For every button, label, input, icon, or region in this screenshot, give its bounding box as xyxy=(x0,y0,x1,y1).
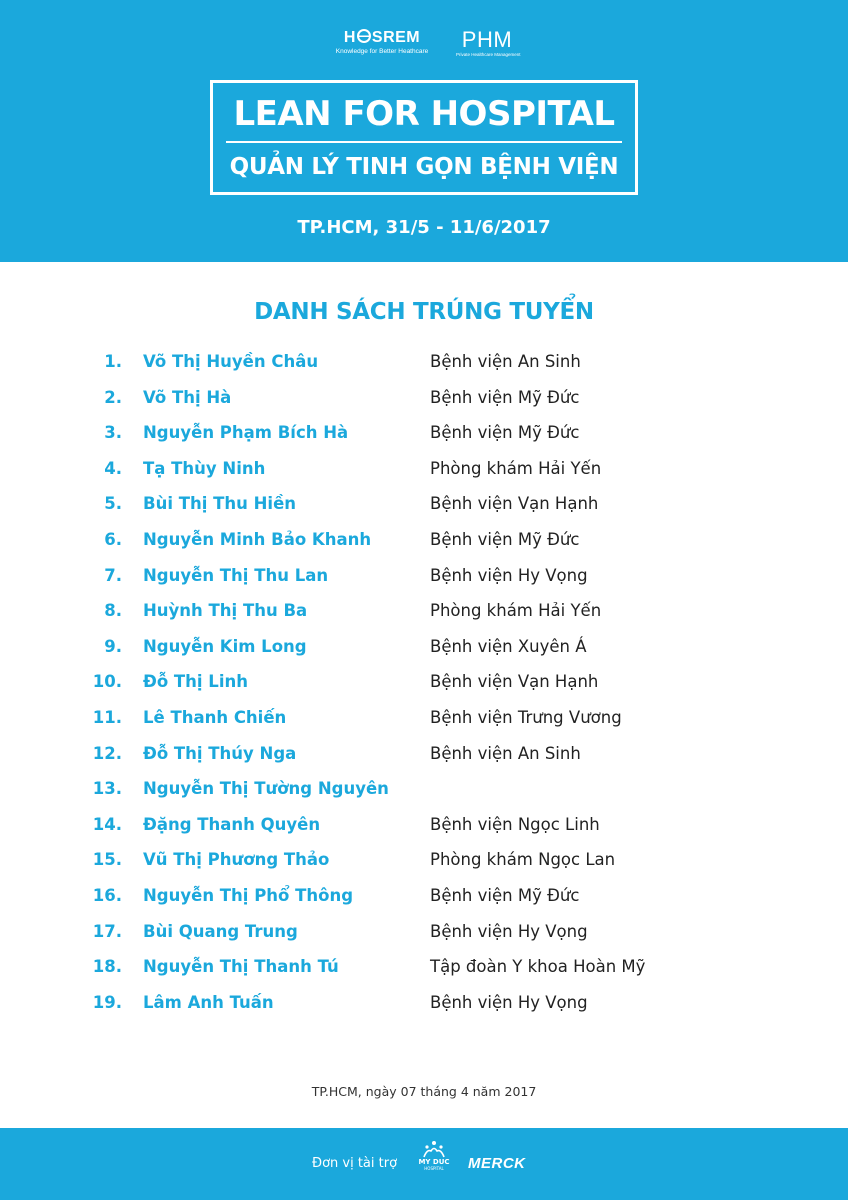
entry-number: 12. xyxy=(92,743,122,763)
list-item xyxy=(0,559,848,595)
entry-name: Lê Thanh Chiến xyxy=(143,707,287,727)
entry-organization: Phòng khám Hải Yến xyxy=(430,601,602,621)
entry-name: Võ Thị Huyền Châu xyxy=(143,352,319,371)
myduc-logo-name: MY DUC xyxy=(418,1158,450,1166)
title-box xyxy=(210,80,638,195)
entry-organization: Tập đoàn Y khoa Hoàn Mỹ xyxy=(430,957,646,977)
hosrem-logo-text-left: H xyxy=(343,29,356,46)
list-item xyxy=(0,915,848,951)
entry-name: Đỗ Thị Thúy Nga xyxy=(143,743,297,763)
entry-organization: Bệnh viện Xuyên Á xyxy=(430,636,587,656)
list-item xyxy=(0,737,848,773)
page-title: LEAN FOR HOSPITAL xyxy=(233,94,615,134)
entry-organization: Phòng khám Hải Yến xyxy=(430,458,602,478)
phm-logo xyxy=(456,27,521,58)
entry-name: Nguyễn Thị Tường Nguyên xyxy=(143,779,389,799)
signature-date: TP.HCM, ngày 07 tháng 4 năm 2017 xyxy=(311,1084,537,1099)
entry-organization: Bệnh viện An Sinh xyxy=(430,352,581,371)
entry-organization: Bệnh viện Ngọc Linh xyxy=(430,814,600,834)
hosrem-logo xyxy=(332,28,432,56)
phm-tagline: Private Healthcare Management xyxy=(456,52,521,57)
title-divider xyxy=(226,141,622,143)
list-item xyxy=(0,701,848,737)
entry-organization: Bệnh viện Hy Vọng xyxy=(430,921,588,941)
entry-number: 9. xyxy=(104,636,122,656)
globe-icon xyxy=(357,29,371,43)
list-item xyxy=(0,986,848,1022)
event-date: TP.HCM, 31/5 - 11/6/2017 xyxy=(297,217,551,238)
list-item xyxy=(0,416,848,452)
entry-number: 11. xyxy=(92,707,122,727)
entry-name: Tạ Thùy Ninh xyxy=(143,458,266,478)
list-item xyxy=(0,345,848,381)
entry-number: 13. xyxy=(92,779,122,799)
entry-name: Bùi Thị Thu Hiền xyxy=(143,494,297,514)
list-item xyxy=(0,843,848,879)
list-item xyxy=(0,665,848,701)
entry-number: 15. xyxy=(92,850,122,870)
entry-number: 3. xyxy=(104,423,122,443)
list-item xyxy=(0,594,848,630)
list-title: DANH SÁCH TRÚNG TUYỂN xyxy=(254,299,594,325)
entry-organization: Bệnh viện Hy Vọng xyxy=(430,565,588,585)
list-item xyxy=(0,452,848,488)
list-item xyxy=(0,523,848,559)
entry-number: 14. xyxy=(92,814,122,834)
list-item xyxy=(0,381,848,417)
entry-number: 6. xyxy=(104,529,122,549)
entry-name: Nguyễn Thị Thanh Tú xyxy=(143,957,339,977)
participant-list xyxy=(0,345,848,1021)
list-item xyxy=(0,808,848,844)
entry-organization: Bệnh viện Vạn Hạnh xyxy=(430,494,599,514)
entry-name: Đỗ Thị Linh xyxy=(143,672,248,692)
footer-banner xyxy=(0,1128,848,1200)
list-item xyxy=(0,772,848,808)
entry-number: 7. xyxy=(104,565,122,585)
entry-name: Nguyễn Minh Bảo Khanh xyxy=(143,529,372,549)
entry-number: 5. xyxy=(104,494,122,514)
myduc-hospital-logo xyxy=(420,1140,448,1171)
entry-name: Đặng Thanh Quyên xyxy=(143,814,321,834)
merck-logo: MERCK xyxy=(468,1155,526,1172)
header-banner xyxy=(0,0,848,262)
entry-organization: Bệnh viện Mỹ Đức xyxy=(430,387,580,407)
entry-number: 19. xyxy=(92,992,122,1012)
list-item xyxy=(0,950,848,986)
entry-number: 16. xyxy=(92,885,122,905)
entry-organization: Bệnh viện Vạn Hạnh xyxy=(430,672,599,692)
entry-name: Nguyễn Thị Phổ Thông xyxy=(143,885,354,905)
entry-name: Huỳnh Thị Thu Ba xyxy=(143,601,308,621)
sponsor-label: Đơn vị tài trợ xyxy=(312,1156,398,1171)
list-item xyxy=(0,879,848,915)
entry-name: Vũ Thị Phương Thảo xyxy=(143,850,330,870)
entry-number: 1. xyxy=(104,352,122,371)
entry-name: Võ Thị Hà xyxy=(143,387,232,407)
phm-logo-text: PHM xyxy=(461,27,513,52)
entry-name: Nguyễn Thị Thu Lan xyxy=(143,565,329,585)
myduc-logo-sub: HOSPITAL xyxy=(424,1166,444,1171)
entry-number: 2. xyxy=(104,387,122,407)
list-item xyxy=(0,487,848,523)
family-icon xyxy=(422,1140,446,1158)
list-item xyxy=(0,630,848,666)
entry-organization: Phòng khám Ngọc Lan xyxy=(430,850,616,870)
hosrem-logo-text-right: SREM xyxy=(371,29,421,46)
entry-name: Bùi Quang Trung xyxy=(143,921,298,941)
partner-logos xyxy=(0,28,848,68)
entry-number: 18. xyxy=(92,957,122,977)
entry-number: 4. xyxy=(104,458,122,478)
entry-name: Lâm Anh Tuấn xyxy=(143,992,274,1012)
entry-organization: Bệnh viện Trưng Vương xyxy=(430,707,622,727)
entry-number: 10. xyxy=(92,672,122,692)
hosrem-tagline: Knowledge for Better Heathcare xyxy=(335,48,429,55)
entry-organization: Bệnh viện Mỹ Đức xyxy=(430,885,580,905)
entry-organization: Bệnh viện Mỹ Đức xyxy=(430,423,580,443)
entry-number: 17. xyxy=(92,921,122,941)
page-subtitle: QUẢN LÝ TINH GỌN BỆNH VIỆN xyxy=(229,154,619,180)
entry-name: Nguyễn Kim Long xyxy=(143,636,307,656)
entry-organization: Bệnh viện Mỹ Đức xyxy=(430,529,580,549)
entry-number: 8. xyxy=(104,601,122,621)
entry-organization: Bệnh viện Hy Vọng xyxy=(430,992,588,1012)
entry-name: Nguyễn Phạm Bích Hà xyxy=(143,423,349,443)
entry-organization: Bệnh viện An Sinh xyxy=(430,743,581,763)
